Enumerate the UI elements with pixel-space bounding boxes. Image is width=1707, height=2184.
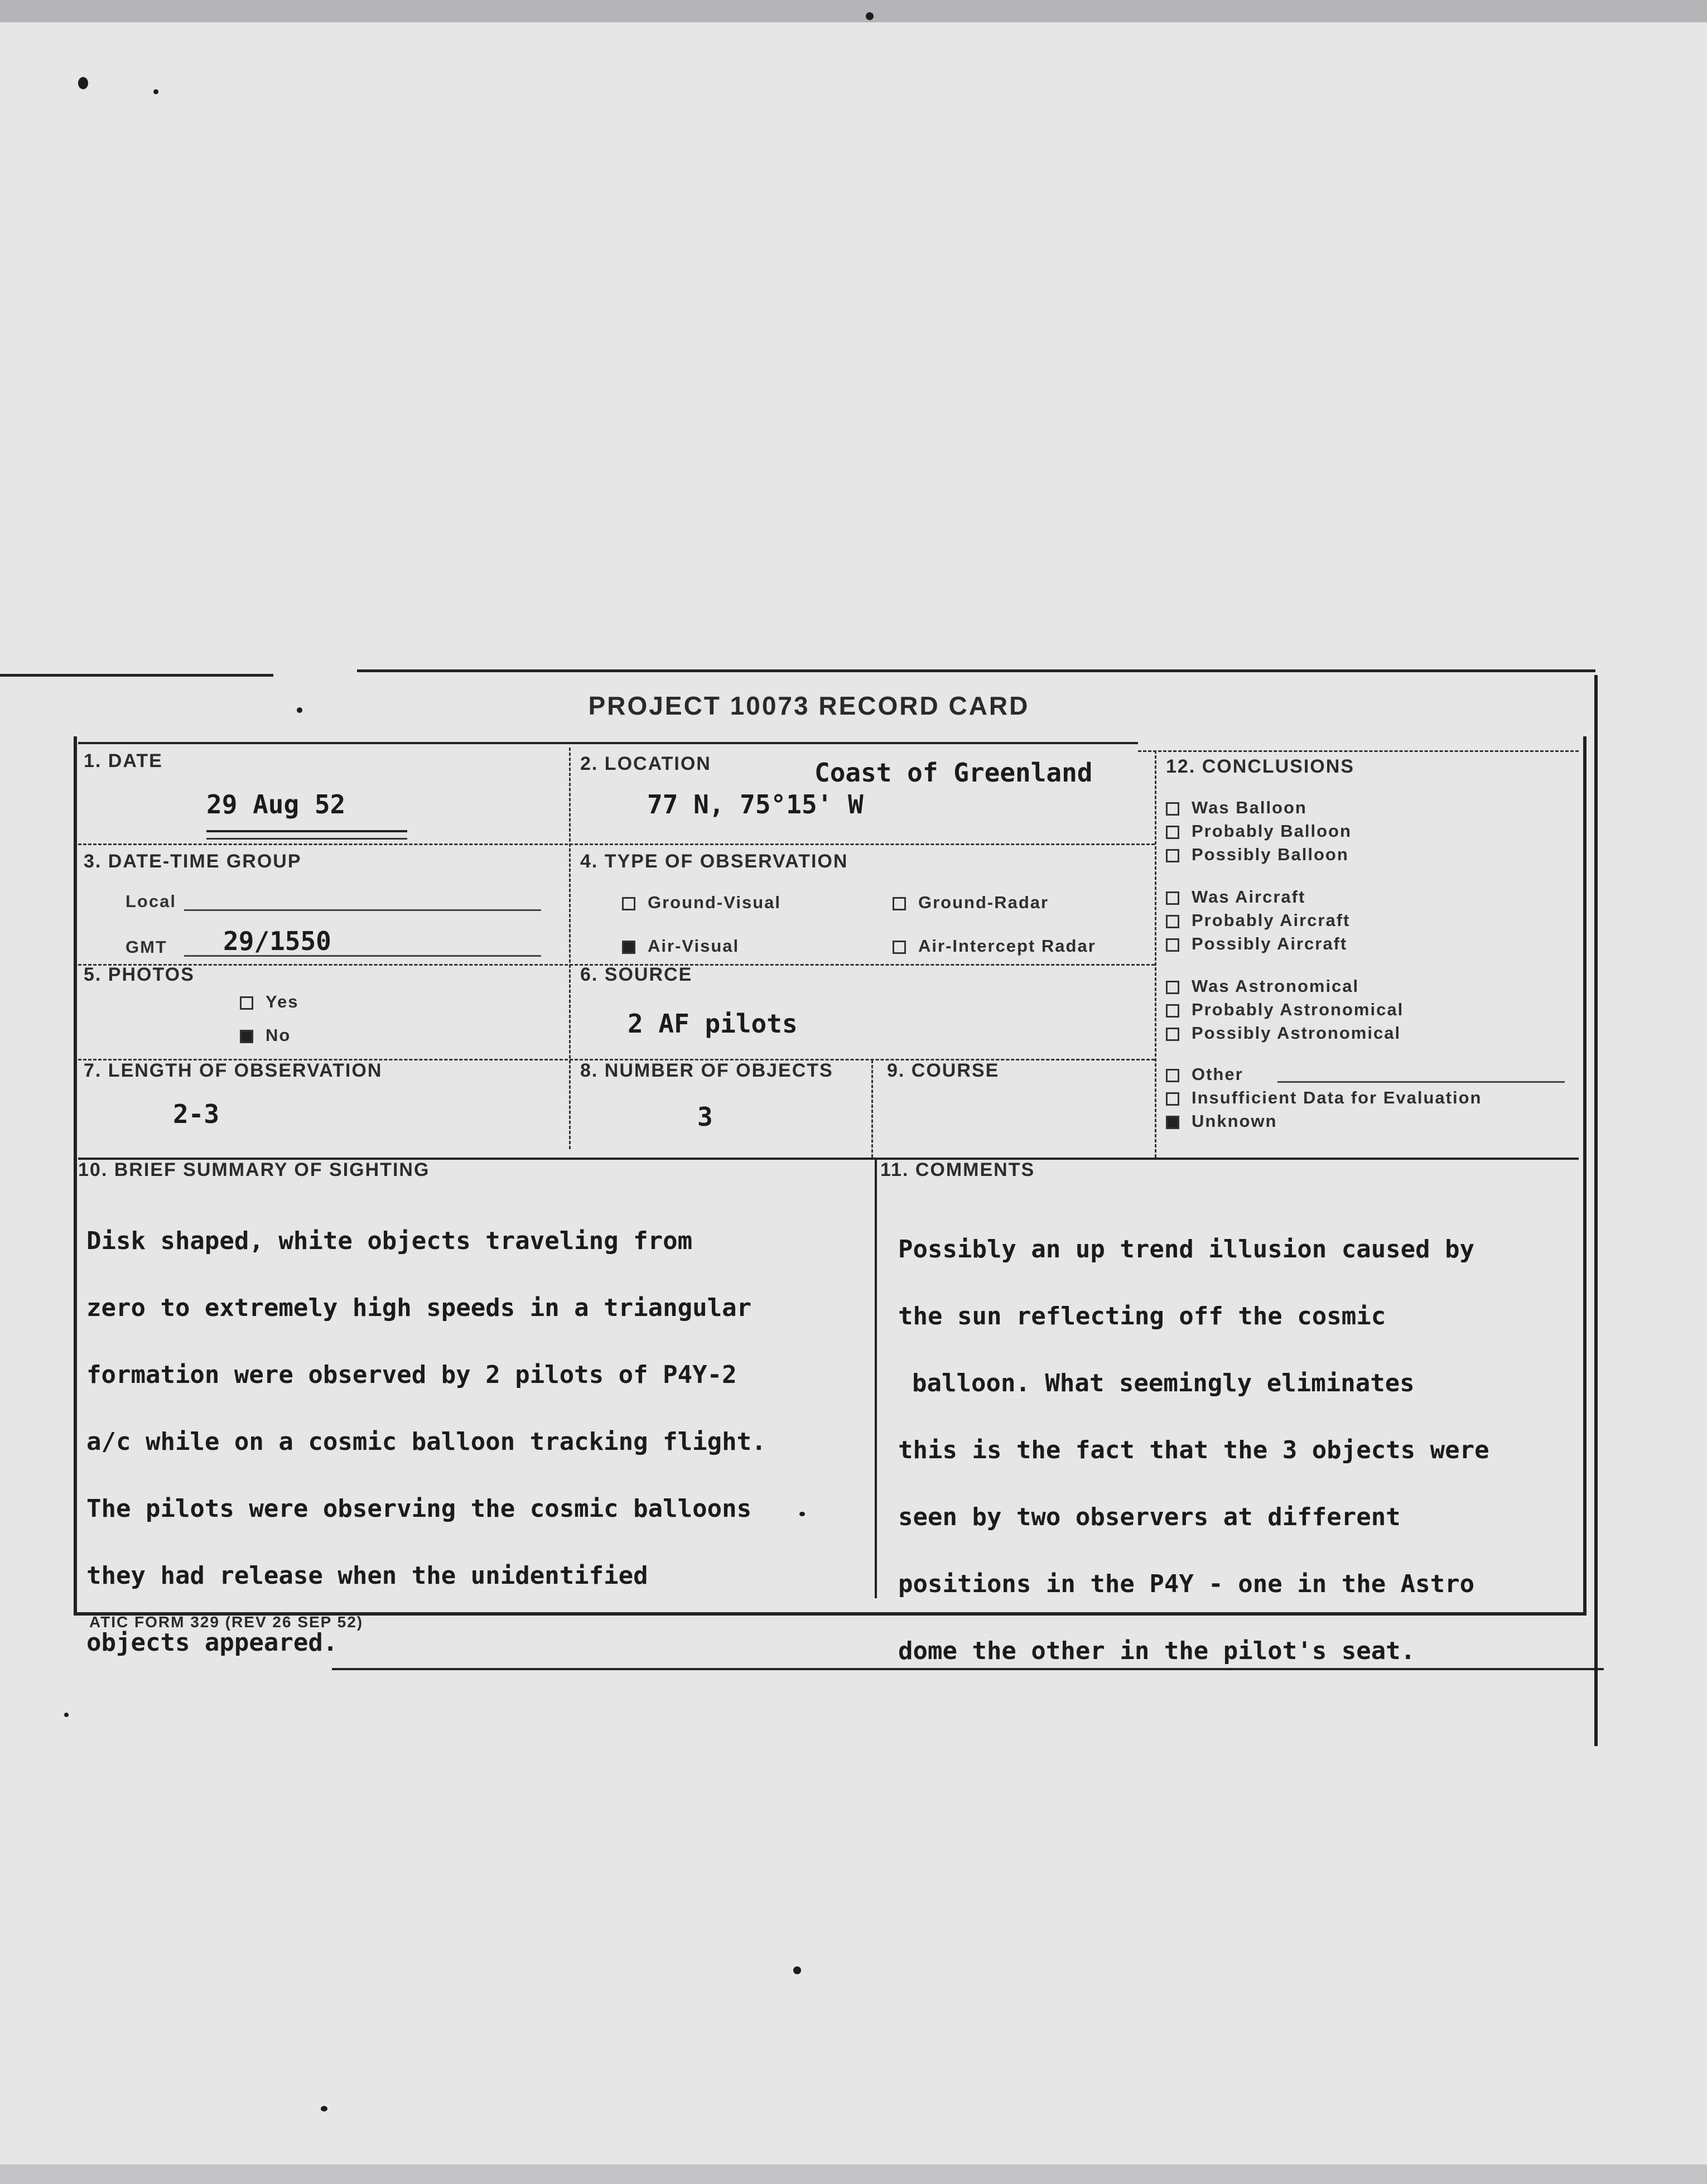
location-coords: 77 N, 75°15' W [647,789,864,819]
scan-speck [866,12,874,20]
scan-speck [64,1713,69,1717]
conclusion-possibly-astronomical: Possibly Astronomical [1166,1023,1401,1043]
summary-label: 10. BRIEF SUMMARY OF SIGHTING [78,1159,430,1180]
length-of-observation-label: 7. LENGTH OF OBSERVATION [84,1060,383,1081]
course-label: 9. COURSE [887,1060,1000,1081]
source-value: 2 AF pilots [628,1009,798,1039]
conclusion-insufficient-data: Insufficient Data for Evaluation [1166,1088,1482,1108]
length-of-observation-value: 2-3 [173,1099,220,1129]
checkbox-icon [1166,915,1179,928]
comments-line: the sun reflecting off the cosmic [898,1302,1386,1330]
date-time-group-label: 3. DATE-TIME GROUP [84,851,302,872]
conclusion-unknown: Unknown [1166,1111,1277,1131]
scan-bottom-band [0,2164,1707,2184]
checkbox-checked-icon [622,941,635,954]
divider-row-1 [78,843,1155,845]
summary-line: a/c while on a cosmic balloon tracking flight. [86,1428,766,1456]
card-title: PROJECT 10073 RECORD CARD [588,691,1030,720]
checkbox-icon [1166,891,1179,905]
checkbox-checked-icon [1166,1116,1179,1129]
number-of-objects-value: 3 [697,1102,713,1132]
number-of-objects-label: 8. NUMBER OF OBJECTS [580,1060,833,1081]
obs-air-intercept-radar: Air-Intercept Radar [893,936,1096,956]
gmt-value: 29/1550 [223,926,331,956]
summary-line: they had release when the unidentified [86,1561,648,1590]
checkbox-icon [1166,1028,1179,1041]
obs-ground-radar: Ground-Radar [893,893,1049,913]
local-field-line [184,909,541,911]
conclusion-was-balloon: Was Balloon [1166,798,1307,818]
obs-air-visual: Air-Visual [622,936,739,956]
obs-ground-visual: Ground-Visual [622,893,781,913]
checkbox-icon [1166,938,1179,952]
checkbox-icon [1166,981,1179,994]
comments-line: balloon. What seemingly eliminates [912,1369,1415,1397]
checkbox-icon [1166,1069,1179,1082]
checkbox-icon [1166,1004,1179,1018]
photos-yes: Yes [240,992,298,1012]
form-number: ATIC FORM 329 (REV 26 SEP 52) [89,1613,364,1631]
conclusion-probably-astronomical: Probably Astronomical [1166,1000,1404,1020]
checkbox-icon [240,996,253,1010]
checkbox-icon [893,941,906,954]
conclusion-probably-aircraft: Probably Aircraft [1166,910,1350,931]
summary-line: zero to extremely high speeds in a triangular [86,1294,752,1322]
date-value: 29 Aug 52 [206,789,346,819]
comments-line: Possibly an up trend illusion caused by [898,1235,1475,1264]
scan-speck [297,707,302,713]
divider-course-col [871,1060,873,1158]
summary-line: objects appeared. [86,1628,338,1657]
conclusion-was-aircraft: Was Aircraft [1166,887,1305,907]
card-right-edge [1594,675,1598,1746]
scan-speck [321,2106,327,2111]
card-top-rule [0,674,273,677]
checkbox-checked-icon [240,1030,253,1043]
divider-left-col [569,748,571,1149]
other-field-line [1277,1081,1565,1083]
photos-no: No [240,1025,291,1045]
date-underline [206,830,407,840]
summary-line: formation were observed by 2 pilots of P4Y-2 [86,1361,737,1389]
frame-top-line [78,742,1138,744]
type-of-observation-label: 4. TYPE OF OBSERVATION [580,851,848,872]
conclusion-was-astronomical: Was Astronomical [1166,976,1359,996]
checkbox-icon [1166,826,1179,839]
comments-line: dome the other in the pilot's seat. [898,1637,1416,1665]
location-label: 2. LOCATION [580,753,711,774]
location-place: Coast of Greenland [814,758,1093,788]
checkbox-icon [1166,849,1179,862]
comments-label: 11. COMMENTS [880,1159,1035,1180]
card-top-rule [357,669,1595,672]
scan-speck [793,1966,801,1974]
checkbox-icon [1166,802,1179,816]
checkbox-icon [622,897,635,910]
scan-speck [78,77,88,89]
checkbox-icon [893,897,906,910]
conclusion-probably-balloon: Probably Balloon [1166,821,1352,841]
divider-mid-col [1155,750,1156,1158]
local-label: Local [126,891,176,911]
gmt-field-line [184,955,541,957]
date-label: 1. DATE [84,750,163,772]
frame-top-line-right [1138,750,1579,752]
source-label: 6. SOURCE [580,964,693,985]
conclusion-other: Other [1166,1064,1243,1084]
comments-text [898,1199,1573,1701]
checkbox-icon [1166,1092,1179,1106]
comments-line: seen by two observers at different [898,1503,1401,1531]
photos-label: 5. PHOTOS [84,964,195,985]
conclusion-possibly-aircraft: Possibly Aircraft [1166,934,1347,954]
scan-speck [153,89,158,94]
gmt-label: GMT [126,937,167,957]
scan-top-band [0,0,1707,22]
conclusions-label: 12. CONCLUSIONS [1166,756,1354,777]
comments-line: positions in the P4Y - one in the Astro [898,1570,1475,1598]
conclusion-possibly-balloon: Possibly Balloon [1166,845,1349,865]
comments-line: this is the fact that the 3 objects were [898,1436,1489,1464]
summary-line: The pilots were observing the cosmic balloons [86,1494,752,1523]
divider-summary-comments [875,1158,877,1598]
summary-line: Disk shaped, white objects traveling from [86,1227,693,1255]
